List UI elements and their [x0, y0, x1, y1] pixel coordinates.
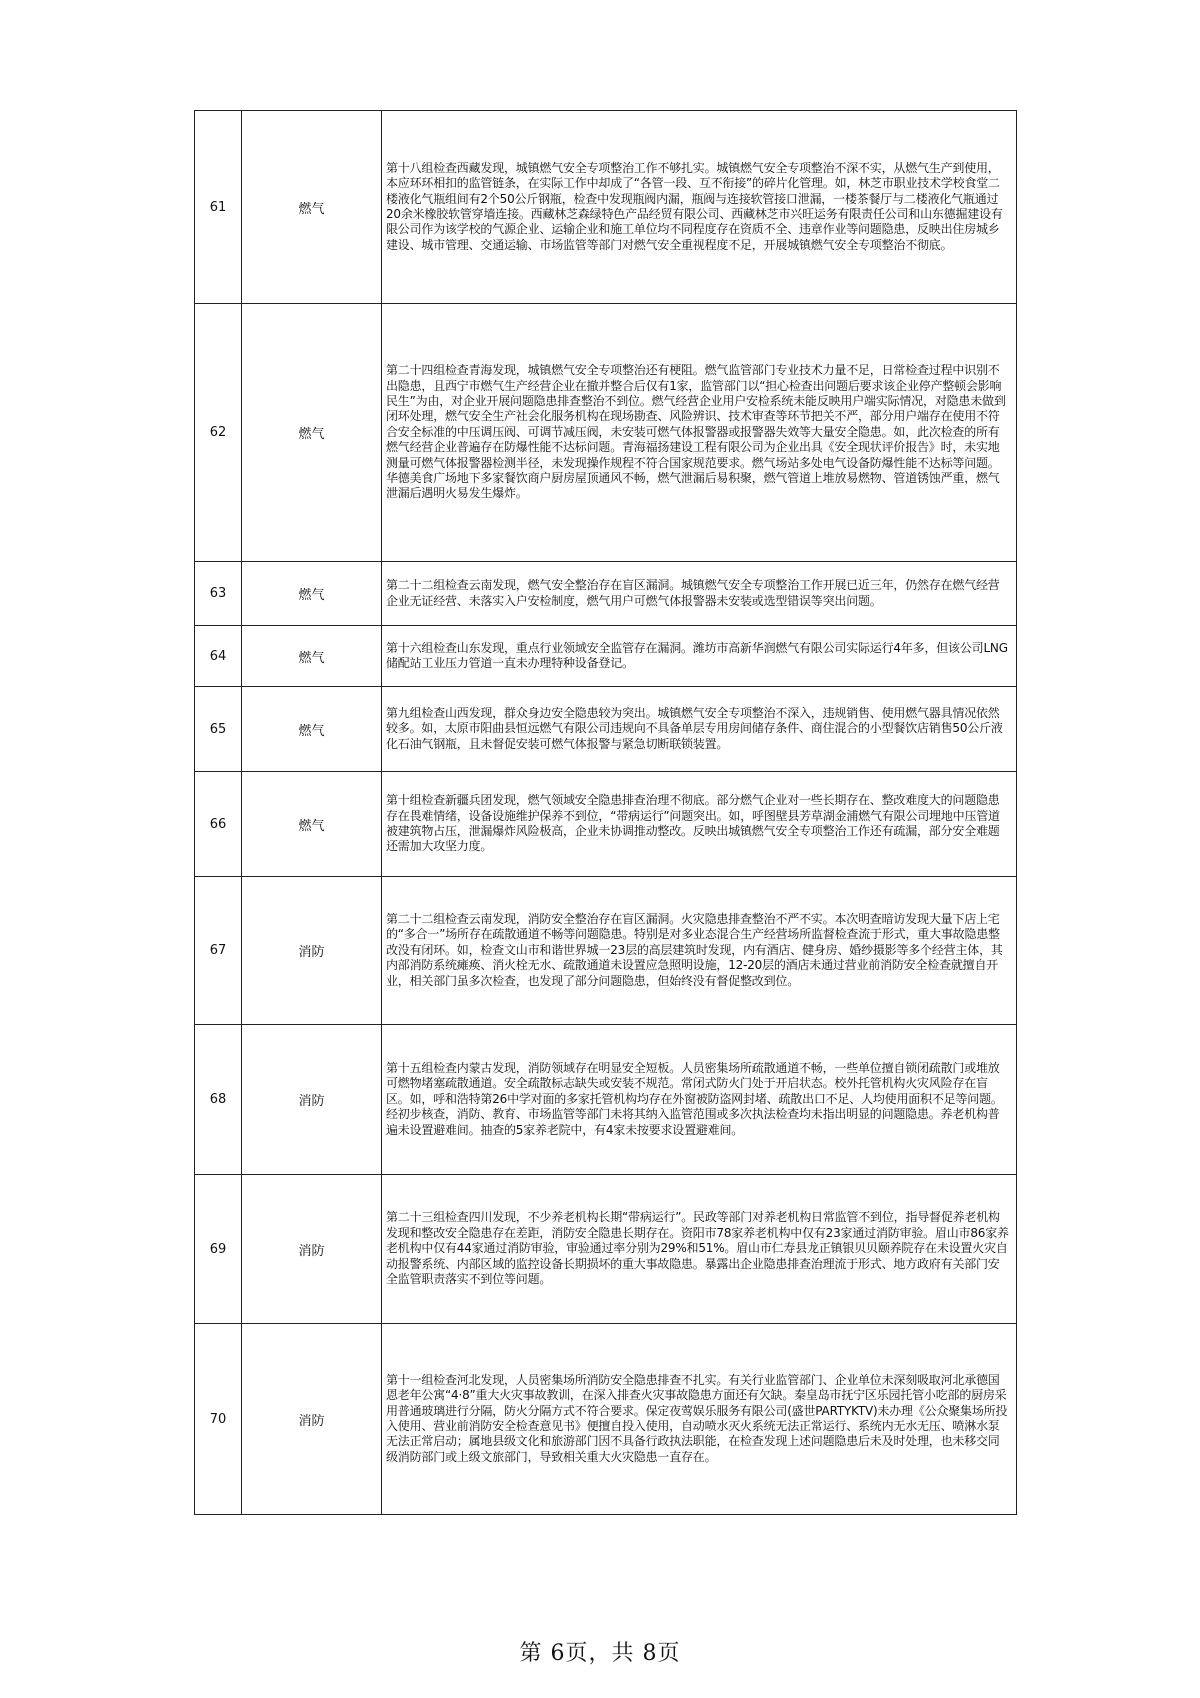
- row-number: 62: [195, 304, 242, 562]
- inspection-table: [194, 110, 1017, 1515]
- table-row: [195, 877, 1017, 1025]
- page-footer: 第 6页，共 8页: [519, 1641, 681, 1666]
- table-row: [195, 1324, 1017, 1515]
- row-category: 消防: [242, 1324, 382, 1515]
- row-category: 燃气: [242, 562, 382, 626]
- row-number: 64: [195, 626, 242, 687]
- row-number: 68: [195, 1025, 242, 1175]
- table-row: [195, 562, 1017, 626]
- row-description: 第十一组检查河北发现，人员密集场所消防安全隐患排查不扎实。有关行业监管部门、企业单位未深刻吸取河北承德国恩老年公寓“4·8”重大火灾事故教训，在深入排查火灾事故隐患方面还有欠缺。秦皇岛市抚宁区乐园托管小吃部的厨房采用普通玻璃进行分隔，防火分隔方式不符合要求。保定夜莺娱乐服务有限公司(盛世PARTYKTV)未办理《公众聚集场所投入使用、营业前消防安全检查意见书》便擅自投入使用，自动喷水灭火系统无法正常运行、系统内无水无压、喷淋水泵无法正常启动；属地县级文化和旅游部门因不具备行政执法职能，在检查发现上述问题隐患后未及时处理，也未移交同级消防部门或上级文旅部门，导致相关重大火灾隐患一直存在。: [382, 1324, 1017, 1515]
- row-description: 第二十三组检查四川发现，不少养老机构长期“带病运行”。民政等部门对养老机构日常监管不到位，指导督促养老机构发现和整改安全隐患存在差距，消防安全隐患长期存在。资阳市78家养老机构中仅有23家通过消防审验。眉山市86家养老机构中仅有44家通过消防审验，审验通过率分别为29%和51%。眉山市仁寿县龙正镇银贝贝颐养院存在未设置火灾自动报警系统、内部区域的监控设备长期损坏的重大事故隐患。暴露出企业隐患排查治理流于形式、地方政府有关部门安全监管职责落实不到位等问题。: [382, 1175, 1017, 1324]
- table-row: [195, 687, 1017, 772]
- row-number: 67: [195, 877, 242, 1025]
- table-row: [195, 111, 1017, 304]
- row-category: 消防: [242, 1175, 382, 1324]
- row-category: 燃气: [242, 626, 382, 687]
- row-description: 第十六组检查山东发现，重点行业领域安全监管存在漏洞。潍坊市高新华润燃气有限公司实际运行4年多，但该公司LNG储配站工业压力管道一直未办理特种设备登记。: [382, 626, 1017, 687]
- table-row: [195, 304, 1017, 562]
- row-number: 63: [195, 562, 242, 626]
- row-description: 第十八组检查西藏发现，城镇燃气安全专项整治工作不够扎实。城镇燃气安全专项整治不深不实，从燃气生产到使用，本应环环相扣的监管链条，在实际工作中却成了“各管一段、互不衔接”的碎片化管理。如，林芝市职业技术学校食堂二楼液化气瓶组间有2个50公斤钢瓶，检查中发现瓶阀内漏，瓶阀与连接软管接口泄漏，一楼茶餐厅与二楼液化气瓶通过20余米橡胶软管穿墙连接。西藏林芝森绿特色产品经贸有限公司、西藏林芝市兴旺运务有限责任公司和山东德掘建设有限公司作为该学校的气源企业、运输企业和施工单位均不同程度存在资质不全、违章作业等问题隐患，反映出住房城乡建设、城市管理、交通运输、市场监管等部门对燃气安全重视程度不足，开展城镇燃气安全专项整治不彻底。: [382, 111, 1017, 304]
- row-number: 70: [195, 1324, 242, 1515]
- row-description: 第二十二组检查云南发现，燃气安全整治存在盲区漏洞。城镇燃气安全专项整治工作开展已近三年，仍然存在燃气经营企业无证经营、未落实入户安检制度，燃气用户可燃气体报警器未安装或选型错误等突出问题。: [382, 562, 1017, 626]
- row-number: 69: [195, 1175, 242, 1324]
- row-category: 消防: [242, 877, 382, 1025]
- row-description: 第二十二组检查云南发现，消防安全整治存在盲区漏洞。火灾隐患排查整治不严不实。本次明查暗访发现大量下店上宅的“多合一”场所存在疏散通道不畅等问题隐患。特别是对多业态混合生产经营场所监督检查流于形式，重大事故隐患整改没有闭环。如，检查文山市和谐世界城一23层的高层建筑时发现，内有酒店、健身房、婚纱摄影等多个经营主体，其内部消防系统瘫痪、消火栓无水、疏散通道未设置应急照明设施，12-20层的酒店未通过营业前消防安全检查就擅自开业，相关部门虽多次检查，也发现了部分问题隐患，但始终没有督促整改到位。: [382, 877, 1017, 1025]
- row-description: 第十五组检查内蒙古发现，消防领域存在明显安全短板。人员密集场所疏散通道不畅，一些单位擅自锁闭疏散门或堆放可燃物堵塞疏散通道。安全疏散标志缺失或安装不规范。常闭式防火门处于开启状态。校外托管机构火灾风险存在盲区。如，呼和浩特第26中学对面的多家托管机构均存在外窗被防盗网封堵、疏散出口不足、人均使用面积不足等问题。经初步核查，消防、教育、市场监管等部门未将其纳入监管范围或多次执法检查均未指出明显的问题隐患。养老机构普遍未设置避难间。抽查的5家养老院中，有4家未按要求设置避难间。: [382, 1025, 1017, 1175]
- table-row: [195, 772, 1017, 877]
- row-number: 61: [195, 111, 242, 304]
- table-row: [195, 1175, 1017, 1324]
- row-category: 燃气: [242, 304, 382, 562]
- table-row: [195, 626, 1017, 687]
- row-category: 燃气: [242, 111, 382, 304]
- row-description: 第九组检查山西发现，群众身边安全隐患较为突出。城镇燃气安全专项整治不深入，违规销售、使用燃气器具情况依然较多。如，太原市阳曲县恒远燃气有限公司违规向不具备单层专用房间储存条件、商住混合的小型餐饮店销售50公斤液化石油气钢瓶，且未督促安装可燃气体报警与紧急切断联锁装置。: [382, 687, 1017, 772]
- row-description: 第二十四组检查青海发现，城镇燃气安全专项整治还有梗阻。燃气监管部门专业技术力量不足，日常检查过程中识别不出隐患，且西宁市燃气生产经营企业在撤并整合后仅有1家，监管部门以“担心检查出问题后要求该企业停产整顿会影响民生”为由，对企业开展问题隐患排查整治不到位。燃气经营企业用户安检系统未能反映用户端实际情况，对隐患未做到闭环处理，燃气安全生产社会化服务机构在现场勘查、风险辨识、技术审查等环节把关不严，部分用户端存在使用不符合安全标准的中压调压阀、可调节减压阀，未安装可燃气体报警器或报警器失效等大量安全隐患。如，此次检查的所有燃气经营企业普遍存在防爆性能不达标问题。青海福扬建设工程有限公司为企业出具《安全现状评价报告》时，未实地测量可燃气体报警器检测半径，未发现操作规程不符合国家规范要求。燃气场站多处电气设备防爆性能不达标等问题。华德美食广场地下多家餐饮商户厨房屋顶通风不畅，燃气泄漏后易积聚，燃气管道上堆放易燃物、管道锈蚀严重，燃气泄漏后遇明火易发生爆炸。: [382, 304, 1017, 562]
- row-number: 65: [195, 687, 242, 772]
- row-category: 消防: [242, 1025, 382, 1175]
- row-description: 第十组检查新疆兵团发现，燃气领域安全隐患排查治理不彻底。部分燃气企业对一些长期存在、整改难度大的问题隐患存在畏难情绪，设备设施维护保养不到位，“带病运行”问题突出。如，呼图壁县芳草湖金浦燃气有限公司埋地中压管道被建筑物占压，泄漏爆炸风险极高，企业未协调推动整改。反映出城镇燃气安全专项整治工作还有疏漏，部分安全难题还需加大攻坚力度。: [382, 772, 1017, 877]
- table-row: [195, 1025, 1017, 1175]
- row-category: 燃气: [242, 772, 382, 877]
- row-category: 燃气: [242, 687, 382, 772]
- row-number: 66: [195, 772, 242, 877]
